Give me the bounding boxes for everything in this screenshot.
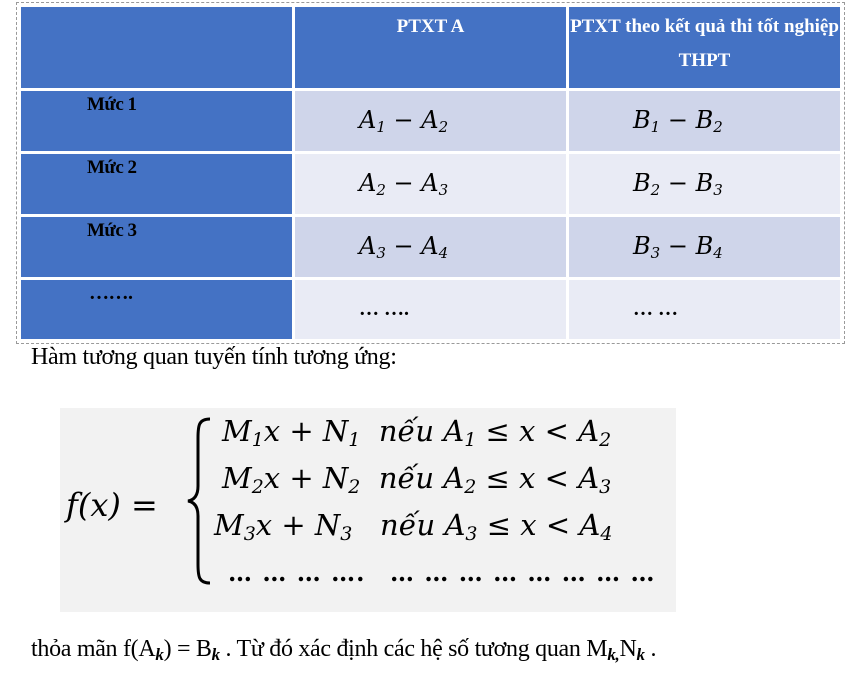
level-cell: ……. <box>20 279 294 341</box>
formula-box <box>60 408 676 612</box>
range-b-cell: $B_3 - B_4$ <box>568 216 842 279</box>
table-row <box>20 153 842 216</box>
table-header-row <box>20 6 842 90</box>
range-b-cell: $B_2 - B_3$ <box>568 153 842 216</box>
range-b-cell: $B_1 - B_2$ <box>568 90 842 153</box>
range-a-cell: $A_1 - A_2$ <box>294 90 568 153</box>
caption-text: Hàm tương quan tuyến tính tương ứng: <box>31 344 397 370</box>
header-cell-ptxt-thpt: PTXT theo kết quả thi tốt nghiệp THPT <box>568 6 842 90</box>
table-row <box>20 279 842 341</box>
case-dots-right: … … … … … … … … <box>390 558 656 587</box>
level-cell: Mức 1 <box>20 90 294 153</box>
range-a-cell: $A_2 - A_3$ <box>294 153 568 216</box>
level-cell: Mức 2 <box>20 153 294 216</box>
header-cell-ptxt-a: PTXT A <box>294 6 568 90</box>
range-a-cell: … …. <box>294 279 568 341</box>
formula-lhs: f(x) = <box>66 486 158 524</box>
levels-table <box>18 4 843 342</box>
left-brace-icon <box>186 416 212 586</box>
range-b-cell: … … <box>568 279 842 341</box>
case-row-1: $M_1x + N_1$ nếu $A_1 \le x < A_2$ <box>222 414 612 451</box>
case-row-2: $M_2x + N_2$ nếu $A_2 \le x < A_3$ <box>222 461 612 498</box>
range-a-cell: $A_3 - A_4$ <box>294 216 568 279</box>
case-row-3: $M_3x + N_3$ nếu $A_3 \le x < A_4$ <box>214 508 613 545</box>
level-cell: Mức 3 <box>20 216 294 279</box>
case-dots-left: … … … …. <box>228 558 366 587</box>
footer-text: thỏa mãn $f(A_k) = B_k$ . Từ đó xác định các hệ số tương quan $M_{k,}N_k$ . <box>31 636 657 664</box>
table-row <box>20 216 842 279</box>
table-row <box>20 90 842 153</box>
header-cell-empty <box>20 6 294 90</box>
